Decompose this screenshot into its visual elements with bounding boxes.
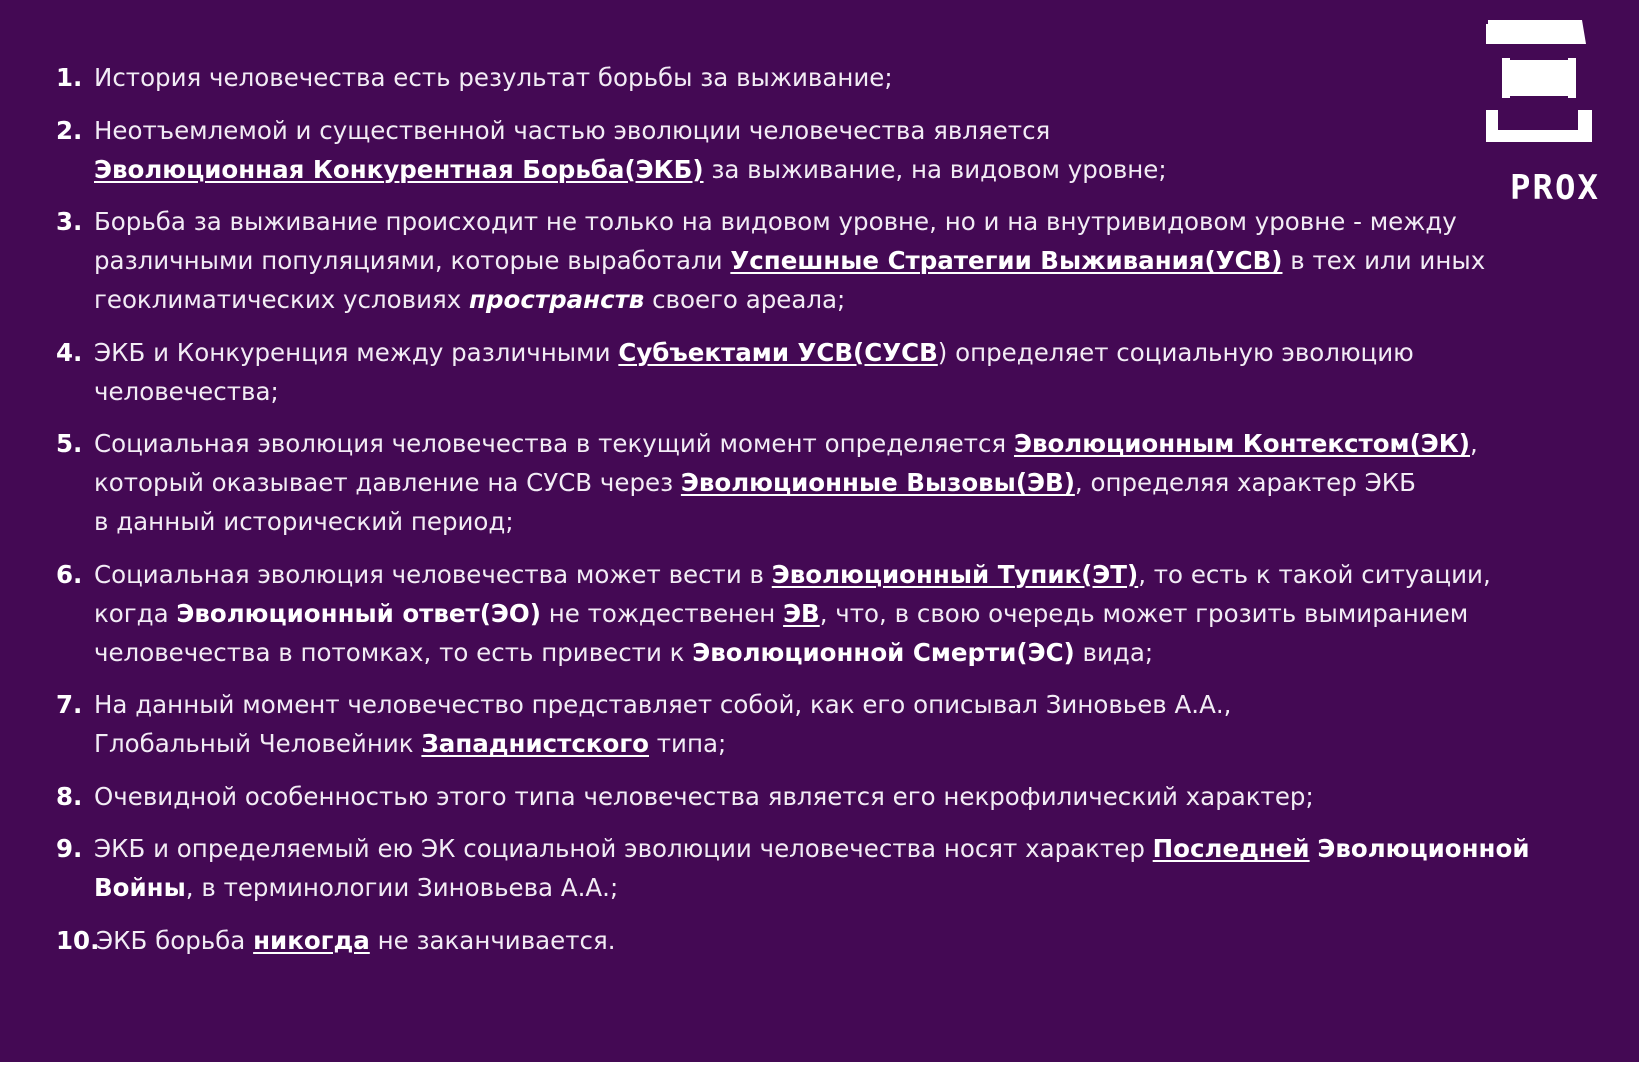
thesis-text: геоклиматических условиях <box>94 285 470 314</box>
key-term: Западнистского <box>421 729 649 758</box>
thesis-line <box>94 594 1556 633</box>
thesis-text: Борьба за выживание происходит не только на видовом уровне, но и на внутривидовом уровне - между <box>94 207 1457 236</box>
thesis-text: вида; <box>1074 637 1154 667</box>
emphasis-term: Войны <box>94 873 186 902</box>
thesis-text: Неотъемлемой и существенной частью эволюции человечества является <box>94 115 1051 145</box>
thesis-line <box>94 372 1556 411</box>
thesis-text: ЭКБ борьба <box>96 925 254 955</box>
thesis-line <box>94 868 1556 907</box>
key-term: Эволюционным Контекстом(ЭК) <box>1013 429 1470 458</box>
prox-logo <box>1482 16 1628 206</box>
thesis-number: 6. <box>56 559 83 589</box>
key-term: никогда <box>253 925 370 955</box>
key-term: Успешные Стратегии Выживания(УСВ) <box>730 246 1283 275</box>
thesis-number: 9. <box>56 834 83 863</box>
emphasis-term: пространств <box>469 285 645 314</box>
key-term: Последней <box>1152 834 1310 863</box>
thesis-line <box>96 921 1556 960</box>
thesis-text: Социальная эволюция человечества может вести в <box>94 559 772 589</box>
thesis-item <box>56 202 1556 319</box>
thesis-line <box>94 424 1556 463</box>
thesis-number: 1. <box>56 63 83 92</box>
thesis-line <box>94 333 1556 372</box>
key-term: Субъектами УСВ(СУСВ <box>618 337 938 367</box>
thesis-text: , определяя характер ЭКБ <box>1074 468 1416 497</box>
thesis-text: , в терминологии Зиновьева А.А.; <box>185 873 619 902</box>
thesis-text: когда <box>94 598 177 628</box>
thesis-text: История человечества есть результат борьбы за выживание; <box>94 63 893 92</box>
logo-text: PROX <box>1510 168 1600 208</box>
thesis-number: 2. <box>56 115 83 145</box>
thesis-text: за выживание, на видовом уровне; <box>703 154 1167 184</box>
thesis-number: 5. <box>56 429 83 458</box>
thesis-text: в тех или иных <box>1282 246 1486 275</box>
thesis-item <box>56 111 1556 189</box>
thesis-line <box>94 502 1556 541</box>
thesis-text: не заканчивается. <box>369 925 616 955</box>
thesis-item <box>56 829 1556 907</box>
thesis-text: ) определяет социальную эволюцию <box>937 337 1414 367</box>
emphasis-term: Эволюционной <box>1317 834 1530 863</box>
emphasis-term: Эволюционный ответ(ЭО) <box>176 598 541 628</box>
xi-emblem-icon <box>1482 16 1628 166</box>
thesis-text: типа; <box>649 729 727 758</box>
key-term: Эволюционная Конкурентная Борьба(ЭКБ) <box>94 154 704 184</box>
thesis-item <box>56 333 1556 411</box>
thesis-text: ЭКБ и Конкуренция между различными <box>94 337 619 367</box>
thesis-line <box>94 777 1556 816</box>
thesis-text: который оказывает давление на СУСВ через <box>94 468 681 497</box>
thesis-line <box>94 829 1556 868</box>
thesis-text: человечества; <box>94 376 279 406</box>
thesis-item <box>56 921 1556 960</box>
thesis-text: человечества в потомках, то есть привести к <box>94 637 693 667</box>
thesis-item <box>56 777 1556 816</box>
thesis-number: 8. <box>56 781 83 811</box>
thesis-number: 3. <box>56 207 83 236</box>
thesis-text: Социальная эволюция человечества в текущий момент определяется <box>94 429 1014 458</box>
thesis-item <box>56 555 1556 672</box>
thesis-item <box>56 58 1556 97</box>
thesis-text: , то есть к такой ситуации, <box>1138 559 1491 589</box>
thesis-line <box>94 150 1556 189</box>
emphasis-term: Эволюционной Смерти(ЭС) <box>692 637 1075 667</box>
thesis-text: различными популяциями, которые выработали <box>94 246 731 275</box>
thesis-line <box>94 685 1556 724</box>
thesis-line <box>94 633 1556 672</box>
thesis-text: ЭКБ и определяемый ею ЭК социальной эволюции человечества носят характер <box>94 834 1153 863</box>
thesis-item <box>56 424 1556 541</box>
thesis-number: 7. <box>56 690 83 719</box>
thesis-line <box>94 555 1556 594</box>
key-term: Эволюционные Вызовы(ЭВ) <box>680 468 1075 497</box>
thesis-text: , что, в свою очередь может грозить вымиранием <box>819 598 1469 628</box>
thesis-item <box>56 685 1556 763</box>
key-term: ЭВ <box>783 598 820 628</box>
thesis-text: Глобальный Человейник <box>94 729 422 758</box>
thesis-text: в данный исторический период; <box>94 507 514 536</box>
thesis-text: На данный момент человечество представляет собой, как его описывал Зиновьев А.А., <box>94 690 1232 719</box>
theses-list <box>56 58 1556 973</box>
thesis-line <box>94 58 1556 97</box>
thesis-text: Очевидной особенностью этого типа человечества является его некрофилический характер; <box>94 781 1314 811</box>
thesis-line <box>94 280 1556 319</box>
key-term: Эволюционный Тупик(ЭТ) <box>771 559 1139 589</box>
thesis-line <box>94 724 1556 763</box>
thesis-text: , <box>1469 429 1478 458</box>
thesis-text: своего ареала; <box>644 285 846 314</box>
thesis-number: 10. <box>56 925 100 955</box>
thesis-line <box>94 463 1556 502</box>
thesis-line <box>94 202 1556 241</box>
thesis-line <box>94 111 1556 150</box>
thesis-text: не тождественен <box>540 598 784 628</box>
thesis-line <box>94 241 1556 280</box>
thesis-number: 4. <box>56 337 83 367</box>
